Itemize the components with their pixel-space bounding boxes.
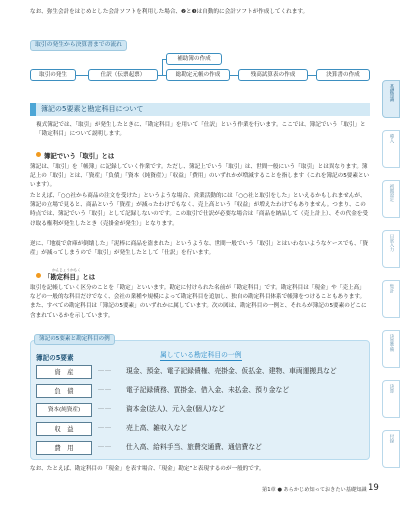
- flow-connector: [158, 75, 166, 76]
- side-tab-basics[interactable]: [382, 80, 400, 118]
- table-row-category: 資本(純資産): [36, 403, 92, 417]
- table-row-items: 仕入高、給料手当、旅費交通費、通信費など: [126, 443, 262, 451]
- side-tab-label: 集計: [389, 284, 394, 293]
- table-row-category: 資 産: [36, 365, 92, 379]
- section-title: 簿記の5要素と勘定科目について: [41, 105, 144, 113]
- table-row-items: 売上高、雑収入など: [126, 424, 188, 432]
- table-row-items: 電子記録債務、買掛金、借入金、未払金、預り金など: [126, 386, 290, 394]
- table-right-heading: 属している勘定科目の一例: [160, 351, 242, 359]
- table-row-dots: ……: [98, 423, 112, 430]
- kanjo-heading-text: 「勘定科目」とは: [44, 273, 96, 281]
- side-tab-closing[interactable]: [382, 380, 400, 418]
- side-tab-label: 基礎知識: [389, 84, 394, 102]
- flow-box-journal: 仕訳（伝票起票）: [88, 69, 158, 81]
- side-tab-label: 付録: [389, 434, 394, 443]
- kanjo-heading: [36, 272, 95, 282]
- side-tab-label: 導入: [389, 134, 394, 143]
- table-row-dots: ……: [98, 404, 112, 411]
- flow-connector: [230, 75, 238, 76]
- side-tab-label: 初期設定: [389, 184, 394, 202]
- side-tab-summary[interactable]: [382, 280, 400, 318]
- side-tab-intro[interactable]: [382, 130, 400, 168]
- table-row-dots: ……: [98, 442, 112, 449]
- bullet-dot-icon: [36, 152, 41, 157]
- table-row-category: 収 益: [36, 422, 92, 436]
- bottom-note: なお、たとえば、勘定科目の「現金」を表す場合、「現金」勘定”と表現するのが一般的です。: [30, 466, 265, 472]
- torihiki-paragraph-3: 逆に、「地震で倉庫が倒壊した」「泥棒に商品を盗まれた」というような、世間一般でいう「取引」とはいわないようなケースでも、「資産」が減ってしまうので「取引」が発生したとして「仕訳」を行います。: [30, 241, 369, 257]
- flow-box-transaction: 取引の発生: [30, 69, 76, 81]
- table-row-category: 負 債: [36, 384, 92, 398]
- top-note: なお、弥生会計をはじめとした会計ソフトを利用した場合、❷と❸は自動的に会計ソフトが作成してくれます。: [30, 9, 309, 15]
- side-tab-closing-prep[interactable]: [382, 330, 400, 368]
- table-row-dots: ……: [98, 385, 112, 392]
- footer-chapter: 第1章 ● あらかじめ知っておきたい基礎知識: [262, 487, 367, 493]
- torihiki-paragraph-2: たとえば、「○○社から商品の注文を受けた」というような場合、営業活動的には「○○社と取引をした」といえるかもしれませんが、簿記の立場で見ると、商品という「資産」が減ったわけでもなく、売上高という「収益」が増えたわけでもありません。つまり、この時点では、簿記でいう「取引」として記録しないのです。この取引で仕訳が必要な場合は「商品を納品して（売上計上）、その代金を受け取る権利が発生したとき（売掛金が発生）」となります。: [30, 193, 368, 227]
- table-row-items: 現金、預金、電子記録債権、売掛金、仮払金、建物、車両運搬具など: [126, 367, 337, 375]
- side-tab-label: 決算: [389, 384, 394, 393]
- torihiki-heading: [36, 151, 114, 161]
- intro-paragraph: 複式簿記では、「取引」が発生したときに、「勘定科目」を用いて「仕訳」という作業を行います。ここでは、簿記でいう「取引」と「勘定科目」について説明します。: [36, 122, 366, 138]
- table-tag: 簿記の5要素と勘定科目の例: [34, 334, 115, 345]
- side-tab-label: 決算準備: [389, 334, 394, 352]
- kanjo-ruby: かんじょうかもく: [52, 268, 81, 272]
- kanjo-paragraph: 取引を記帳していく区分のことを「勘定」といいます。勘定に付けられた名前が「勘定科目」です。勘定科目は「現金」や「売上高」などの一般的な科目だけでなく、会社の業種や規模によって勘定科目を追加し、独自の勘定科目体系で帳簿をつけることもあります。また、すべての勘定科目は「簿記の5要素」のいずれかに属しています。次の図は、勘定科目の一例と、それらが簿記の5要素のどこに含まれているかを示しています。: [30, 285, 367, 319]
- flow-box-subledger: 補助簿の作成: [166, 53, 222, 65]
- torihiki-paragraph-1: 簿記は、「取引」を「帳簿」に記録していく作業です。ただし、簿記上でいう「取引」は、世間一般にいう「取引」とは異なります。簿記上の「取引」とは、「資産」「負債」「資本（純資産）」「収益」「費用」のいずれかが増減することを指します（これを簿記の5要素といいます）。: [30, 164, 370, 189]
- flow-box-financial-statements: 決算書の作成: [316, 69, 370, 81]
- page-number: 19: [368, 483, 379, 493]
- flow-connector: [308, 75, 316, 76]
- table-left-heading: 簿記の5要素: [36, 354, 74, 362]
- torihiki-heading-text: 簿記でいう「取引」とは: [44, 152, 115, 160]
- table-row-dots: ……: [98, 366, 112, 373]
- flow-box-trial-balance: 残高試算表の作成: [238, 69, 308, 81]
- table-row-category: 費 用: [36, 441, 92, 455]
- side-tab-label: 日常入力: [389, 234, 394, 252]
- side-tab-appendix[interactable]: [382, 430, 400, 468]
- side-tab-daily-entry[interactable]: [382, 230, 400, 268]
- flow-title: 取引の発生から決算書までの流れ: [30, 40, 127, 51]
- bullet-dot-icon: [36, 273, 41, 278]
- table-row-items: 資本金(法人)、元入金(個人)など: [126, 405, 225, 413]
- section-header: [30, 103, 370, 116]
- flow-box-general-ledger: 総勘定元帳の作成: [166, 69, 230, 81]
- flow-connector: [162, 59, 166, 60]
- flow-connector: [162, 59, 163, 75]
- side-tab-initial-setup[interactable]: [382, 180, 400, 218]
- flow-connector: [76, 75, 88, 76]
